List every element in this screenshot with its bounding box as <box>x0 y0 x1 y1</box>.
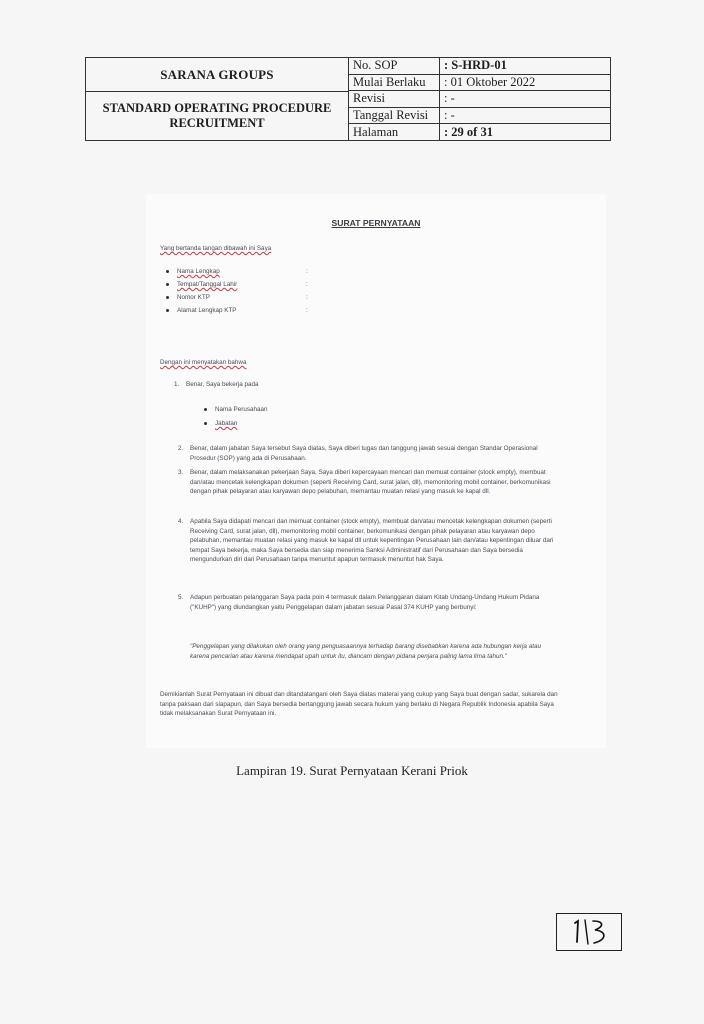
bullet-icon <box>204 408 207 411</box>
letter-intro: Yang bertanda tangan dibawah ini Saya <box>160 245 272 252</box>
bullet-icon <box>166 309 169 312</box>
header-right-column <box>349 58 610 140</box>
field-separator: : <box>306 294 308 301</box>
bullet-icon <box>204 422 207 425</box>
handwritten-initials <box>557 914 621 950</box>
header-left-column <box>86 58 349 140</box>
identity-field: Alamat Lengkap KTP <box>166 307 237 314</box>
document-title-line2: RECRUITMENT <box>169 116 265 130</box>
header-key: Halaman <box>349 124 440 140</box>
statement-item-4: 4. Apabila Saya didapati mencari dan memuat container (stock empty), membuat dan/atau mencetak kelengkapan dokumen (seperti Receiving Card, surat jalan, dll), memonitoring mobil container, berkomunikasi dengan pihak pelayaran atau karyawan depo pelabuhan, memantau muatan relasi yang masuk ke kapal dll untuk kepentingan Perusahaan lain dan/atau kepentingan diluar dari tempat Saya bekerja, maka Saya bersedia dan siap menerima Sanksi Administratif dari Perusahaan dan Saya bersedia mengundurkan diri dari Perusahaan tanpa menuntut apapun termasuk menuntut hak Saya. <box>178 518 554 564</box>
statement-item-3: 3. Benar, dalam melaksanakan pekerjaan Saya, Saya diberi kepercayaan mencari dan memuat container (stock empty), membuat dan/atau mencetak kelengkapan dokumen (seperti Receiving Card, surat jalan, dll), memonitoring mobil container, berkomunikasi dengan pihak pelayaran atau karyawan depo pelabuhan, memantau muatan relasi yang masuk ke kapal dll. <box>178 469 551 496</box>
statement-item-2: 2. Benar, dalam jabatan Saya tersebut Saya diatas, Saya diberi tugas dan tanggung jawab sesuai dengan Standar Operasional Prosedur (SOP) yang ada di Perusahaan. <box>178 445 538 462</box>
statement-letter <box>146 194 606 748</box>
employment-field: Jabatan <box>204 420 237 427</box>
header-row-revision <box>349 91 610 108</box>
header-value: : - <box>444 108 455 123</box>
statement-intro: Dengan ini menyatakan bahwa <box>160 359 247 366</box>
company-name: SARANA GROUPS <box>86 58 348 92</box>
header-row-revision-date <box>349 108 610 125</box>
header-row-page <box>349 124 610 140</box>
header-row-effective <box>349 75 610 92</box>
identity-field: Nama Lengkap <box>166 268 220 275</box>
header-value: : S-HRD-01 <box>444 58 507 73</box>
identity-field: Nomor KTP <box>166 294 210 301</box>
bullet-icon <box>166 270 169 273</box>
letter-closing: Demikianlah Surat Pernyataan ini dibuat dan ditandatangani oleh Saya diatas materai yang cukup yang Saya buat dengan sadar, sukarela dan tanpa paksaan dari siapapun, dan Saya bersedia bertanggung jawab secara hukum yang berlaku di Negara Republik Indonesia apabila Saya tidak melaksanakan Surat Pernyataan ini. <box>160 691 558 718</box>
legal-quote: "Penggelapan yang dilakukan oleh orang yang penguasaannya terhadap barang disebabkan karena ada hubungan kerja atau karena pencarian atau karena mendapat upah untuk itu, diancam dengan pidana penjara paling lama lima tahun." <box>190 643 541 660</box>
header-row-sop <box>349 58 610 75</box>
header-key: Mulai Berlaku <box>349 75 440 91</box>
field-separator: : <box>306 307 308 314</box>
header-key: No. SOP <box>349 58 440 74</box>
field-separator: : <box>306 281 308 288</box>
initials-box <box>556 913 622 951</box>
header-key: Revisi <box>349 91 440 107</box>
header-value: : 29 of 31 <box>444 124 493 139</box>
header-value: : 01 Oktober 2022 <box>444 74 536 89</box>
sop-header-table <box>85 57 611 141</box>
figure-caption: Lampiran 19. Surat Pernyataan Kerani Priok <box>236 763 468 778</box>
bullet-icon <box>166 296 169 299</box>
header-key: Tanggal Revisi <box>349 108 440 124</box>
document-title <box>86 92 348 140</box>
field-separator: : <box>306 268 308 275</box>
statement-item-5: 5. Adapun perbuatan pelanggaran Saya pada poin 4 termasuk dalam Pelanggaran dalam Kitab Undang-Undang Hukum Pidana ("KUHP") yang diundangkan yaitu Penggelapan dalam jabatan sesuai Pasal 374 KUHP yang berbunyi: <box>178 594 540 611</box>
statement-item-1: 1. Benar, Saya bekerja pada <box>174 381 259 388</box>
employment-field: Nama Perusahaan <box>204 406 268 413</box>
letter-title: SURAT PERNYATAAN <box>331 218 421 228</box>
document-title-line1: STANDARD OPERATING PROCEDURE <box>102 101 332 115</box>
header-value: : - <box>444 91 455 106</box>
identity-field: Tempat/Tanggal Lahir <box>166 281 237 288</box>
bullet-icon <box>166 283 169 286</box>
